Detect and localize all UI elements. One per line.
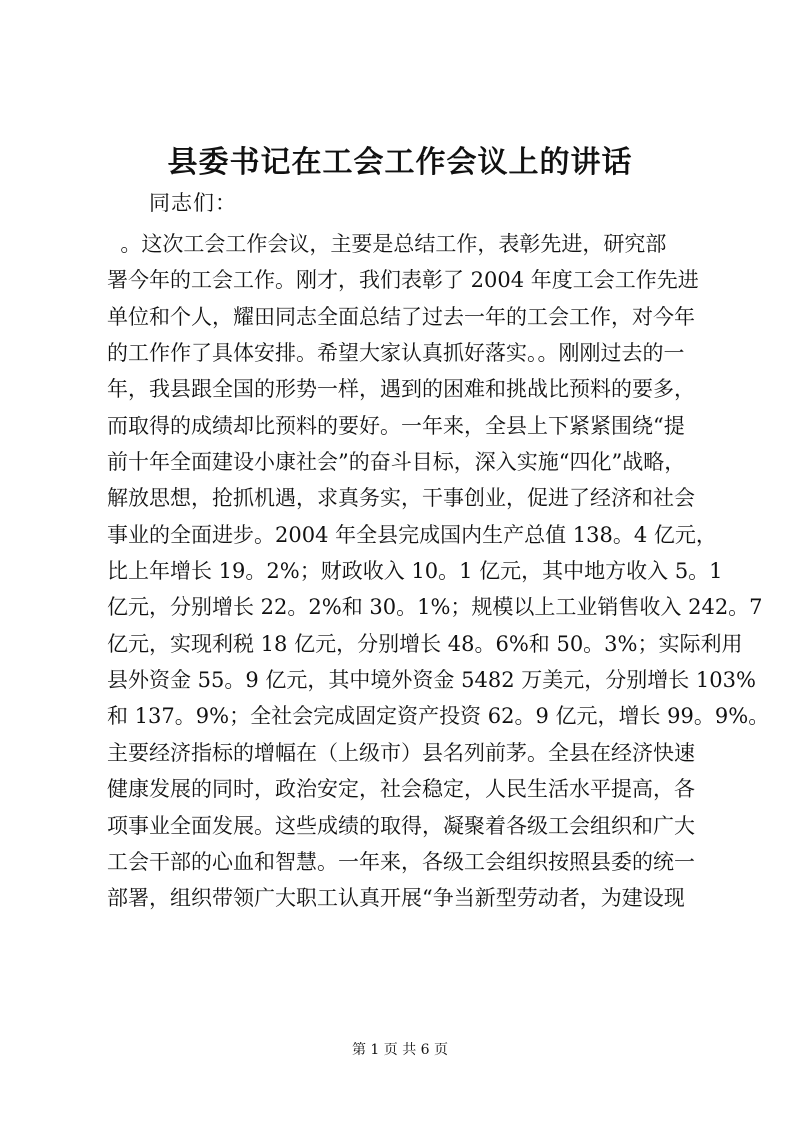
body-line: 县外资金 55。9 亿元，其中境外资金 5482 万美元，分别增长 103%: [107, 668, 756, 693]
body-line: 解放思想，抢抓机遇，求真务实，干事创业，促进了经济和社会: [107, 486, 695, 511]
document-title: 县委书记在工会工作会议上的讲话: [167, 145, 633, 180]
body-line: 亿元，分别增长 22。2%和 30。1%；规模以上工业销售收入 242。7: [107, 595, 763, 620]
body-line: 事业的全面进步。2004 年全县完成国内生产总值 138。4 亿元，: [107, 522, 717, 547]
body-line: 部署，组织带领广大职工认真开展“争当新型劳动者，为建设现: [107, 886, 685, 911]
body-line: 主要经济指标的增幅在（上级市）县名列前茅。全县在经济快速: [107, 740, 695, 765]
body-line: 比上年增长 19。2%；财政收入 10。1 亿元，其中地方收入 5。1: [107, 559, 723, 584]
body-line: 年，我县跟全国的形势一样，遇到的困难和挑战比预料的要多，: [107, 377, 695, 402]
document-body: [107, 226, 770, 917]
body-line: 亿元，实现利税 18 亿元，分别增长 48。6%和 50。3%；实际利用: [107, 631, 743, 656]
body-line: 工会干部的心血和智慧。一年来，各级工会组织按照县委的统一: [107, 849, 695, 874]
body-line: 署今年的工会工作。刚才，我们表彰了 2004 年度工会工作先进: [107, 268, 699, 293]
page-footer: 第 1 页 共 6 页: [351, 1042, 449, 1058]
body-line: 前十年全面建设小康社会”的奋斗目标，深入实施“四化”战略，: [107, 450, 686, 475]
body-line: 的工作作了具体安排。希望大家认真抓好落实。。刚刚过去的一: [107, 341, 685, 366]
body-line: 单位和个人，耀田同志全面总结了过去一年的工会工作，对今年: [107, 304, 695, 329]
body-line: 和 137。9%；全社会完成固定资产投资 62。9 亿元，增长 99。9%。: [107, 704, 770, 729]
body-line: 而取得的成绩却比预料的要好。一年来，全县上下紧紧围绕“提: [107, 413, 685, 438]
body-line: 。这次工会工作会议，主要是总结工作，表彰先进，研究部: [107, 232, 667, 256]
body-line: 项事业全面发展。这些成绩的取得，凝聚着各级工会组织和广大: [107, 813, 695, 838]
salutation: 同志们：: [149, 191, 237, 215]
body-line: 健康发展的同时，政治安定，社会稳定，人民生活水平提高，各: [107, 777, 695, 802]
